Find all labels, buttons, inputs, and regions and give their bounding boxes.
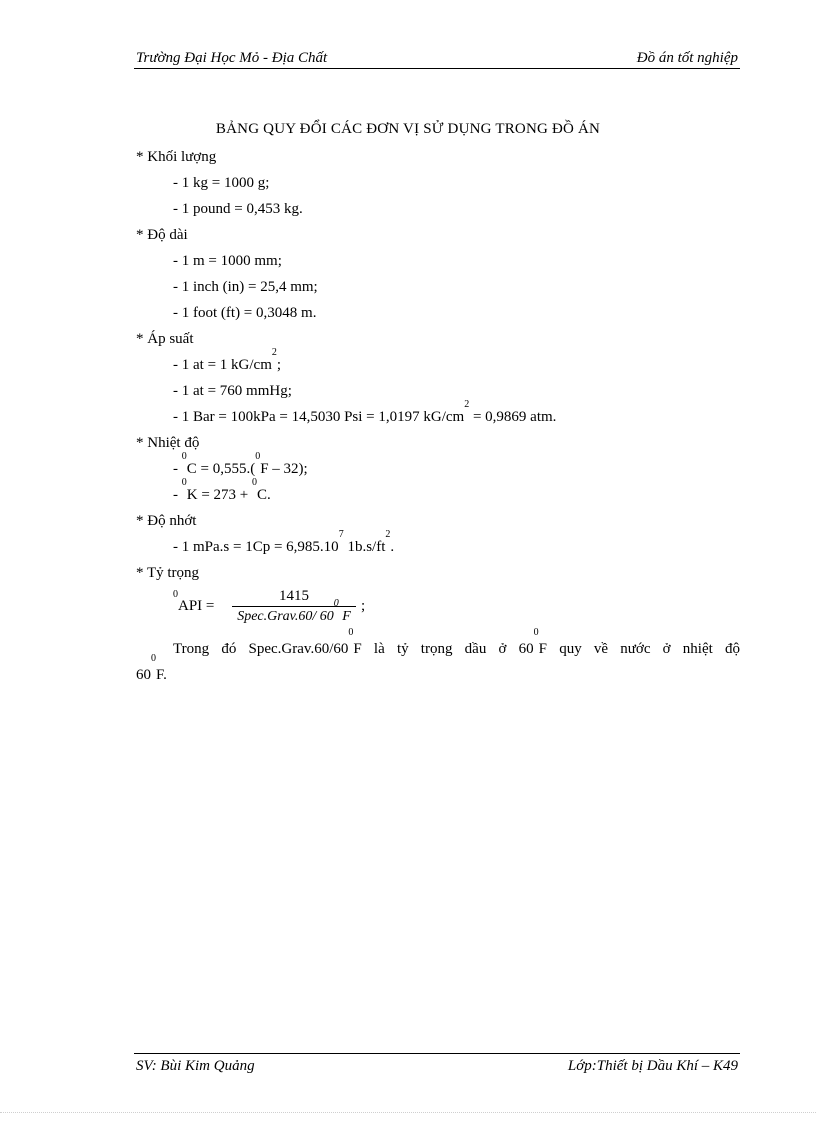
superscript: 0 xyxy=(348,627,354,638)
footer-rule xyxy=(134,1053,740,1054)
section-length-heading: * Độ dài xyxy=(136,227,188,243)
paragraph-text-e: F. xyxy=(156,667,167,683)
superscript: 0 xyxy=(533,627,539,638)
mass-item-2: - 1 pound = 0,453 kg. xyxy=(173,201,303,217)
denominator-unit: F xyxy=(338,609,351,624)
pressure-item-3-b: = 0,9869 atm. xyxy=(469,409,557,425)
paragraph-line-1 xyxy=(136,627,740,662)
formula-lhs xyxy=(173,589,215,615)
pressure-item-1-text: - 1 at = 1 kG/cm xyxy=(173,357,272,373)
length-item-3: - 1 foot (ft) = 0,3048 m. xyxy=(173,305,317,321)
page-bottom-divider xyxy=(0,1112,816,1113)
superscript: 0 xyxy=(333,598,339,609)
formula-numerator: 1415 xyxy=(279,588,309,604)
prefix: - xyxy=(173,461,182,477)
section-density-heading: * Tỷ trọng xyxy=(136,565,200,581)
header-doc-type: Đồ án tốt nghiệp xyxy=(636,50,738,66)
explanation-paragraph xyxy=(136,627,740,688)
superscript: 0 xyxy=(255,451,261,462)
temperature-item-1 xyxy=(173,451,308,478)
superscript: 2 xyxy=(464,399,470,410)
pressure-item-1-tail: ; xyxy=(276,357,282,373)
length-item-2: - 1 inch (in) = 25,4 mm; xyxy=(173,279,318,295)
viscosity-item-1-c: . xyxy=(390,539,395,555)
pressure-item-2: - 1 at = 760 mmHg; xyxy=(173,383,292,399)
paragraph-text-d: 60 xyxy=(136,667,151,683)
denominator-text: Spec.Grav.60/ 60 xyxy=(237,609,334,624)
temperature-item-2-b: C. xyxy=(257,487,271,503)
length-item-1: - 1 m = 1000 mm; xyxy=(173,253,282,269)
superscript: 0 xyxy=(151,653,156,664)
superscript: 0 xyxy=(181,451,187,462)
superscript: 0 xyxy=(181,477,187,488)
section-temperature-heading: * Nhiệt độ xyxy=(136,435,200,451)
viscosity-item-1-a: - 1 mPa.s = 1Cp = 6,985.10 xyxy=(173,539,339,555)
superscript: 7 xyxy=(338,529,344,540)
mass-item-1: - 1 kg = 1000 g; xyxy=(173,175,270,191)
temperature-item-2 xyxy=(173,477,271,504)
formula-semicolon: ; xyxy=(361,598,366,614)
superscript: 0 xyxy=(252,477,258,488)
footer-student: SV: Bùi Kim Quảng xyxy=(136,1058,255,1074)
paragraph-line-2 xyxy=(136,653,167,683)
pressure-item-3 xyxy=(173,399,557,426)
header-school: Trường Đại Học Mỏ - Địa Chất xyxy=(136,50,328,66)
formula-lhs-text: API = xyxy=(178,598,215,614)
temperature-item-2-a: K = 273 + xyxy=(186,487,253,503)
pressure-item-3-a: - 1 Bar = 100kPa = 14,5030 Psi = 1,0197 kG/cm xyxy=(173,409,465,425)
formula-denominator xyxy=(230,598,358,627)
footer-class: Lớp:Thiết bị Dầu Khí – K49 xyxy=(567,1058,738,1074)
section-pressure-heading: * Áp suất xyxy=(136,331,194,347)
paragraph-text-c: F quy về nước ở nhiệt độ xyxy=(538,641,740,657)
viscosity-item-1-b: 1b.s/ft xyxy=(343,539,386,555)
formula-fraction xyxy=(230,586,358,627)
superscript: 0 xyxy=(173,589,178,600)
superscript: 2 xyxy=(271,347,277,358)
pressure-item-1 xyxy=(173,347,282,374)
page-title: BẢNG QUY ĐỔI CÁC ĐƠN VỊ SỬ DỤNG TRONG ĐỒ ÁN xyxy=(215,121,601,137)
temperature-item-1-a: C = 0,555.( xyxy=(186,461,256,477)
api-formula xyxy=(173,586,393,630)
prefix: - xyxy=(173,487,182,503)
paragraph-text-b: F là tỷ trọng dầu ở 60 xyxy=(353,641,534,657)
temperature-item-1-b: F – 32); xyxy=(260,461,308,477)
section-mass-heading: * Khối lượng xyxy=(136,149,217,165)
section-viscosity-heading: * Độ nhớt xyxy=(136,513,197,529)
superscript: 2 xyxy=(385,529,391,540)
header-rule xyxy=(134,68,740,69)
paragraph-text-a: Trong đó Spec.Grav.60/60 xyxy=(173,641,349,657)
viscosity-item-1 xyxy=(173,529,395,556)
